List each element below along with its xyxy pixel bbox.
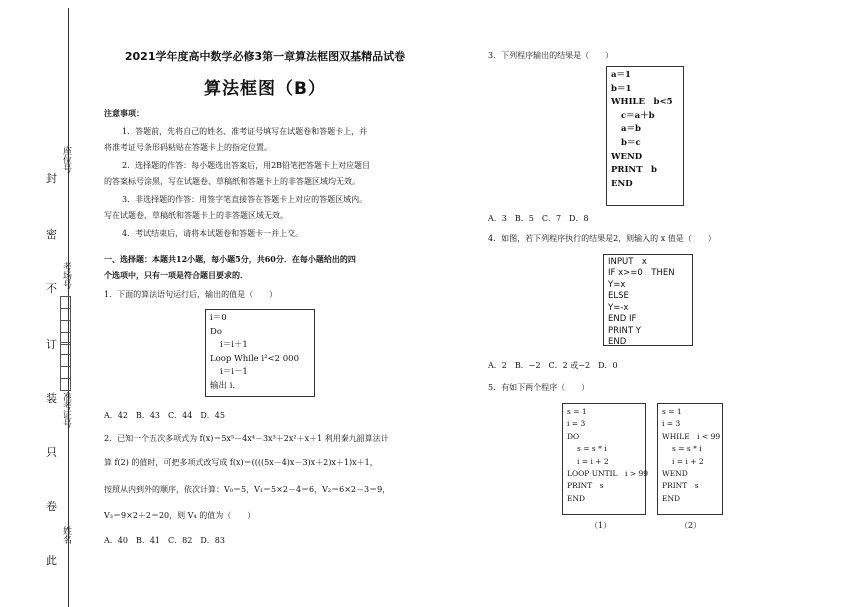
q1-options: A．42 B．43 C．44 D．45 [104,411,225,420]
q5-caption-2: （2） [680,521,702,530]
code-line: PRINT Y [608,325,641,336]
q2-line: 按照从内到外的顺序，依次计算：V₀＝5，V₁＝5×2－4＝6，V₂＝6×2－3＝9， [104,485,391,494]
code-line: i = 3 [662,419,681,429]
q2-line: 2．已知一个五次多项式为 f(x)＝5x⁵－4x⁴－3x³＋2x²＋x＋1 利用秦九韶算法计 [104,434,389,443]
code-line: s = s * i [672,444,702,454]
q2-line: 算 f(2) 的值时，可把多项式改写成 f(x)＝((((5x－4)x－3)x＋2)x＋1)x＋1， [104,458,378,467]
q4-stem: 4．如图，若下列程序执行的结果是2，则输入的 x 值是（ ） [488,234,716,243]
margin-char: 密 [46,228,57,241]
code-line: WHILE b<5 [611,97,673,108]
ticket-number-boxes [60,342,71,391]
exam-room-boxes [60,296,71,345]
code-line: Y=-x [608,302,629,313]
margin-char: 只 [46,446,57,459]
margin-char: 此 [46,554,57,567]
code-line: s = 1 [567,407,587,416]
code-line: END [662,493,681,503]
code-line: 输出 i. [210,380,236,391]
q5-stem: 5．有如下两个程序（ ） [488,383,590,392]
q1-stem: 1．下面的算法语句运行后，输出的值是（ ） [104,290,278,299]
code-line: i＝i＋1 [220,340,248,351]
code-line: ELSE [608,291,629,302]
q3-stem: 3．下列程序输出的结果是（ ） [488,51,614,60]
code-line: s = 1 [662,407,682,416]
code-line: PRINT s [567,481,604,491]
code-line: WEND [611,151,643,162]
code-line: b＝1 [611,83,632,94]
section-heading: 个选项中，只有一项是符合题目要求的． [104,270,248,280]
binding-margin [0,0,100,607]
code-line: i = 3 [567,419,586,429]
code-line: Loop While i²<2 000 [210,353,299,364]
code-line: WHILE i < 99 [662,431,721,441]
code-line: b＝c [621,137,641,148]
code-line: i＝0 [210,313,227,323]
code-line: PRINT b [611,165,657,176]
code-line: END [567,493,586,503]
note-line: 2．选择题的作答：每小题选出答案后，用2B铅笔把答题卡上对应题目 [122,161,371,170]
margin-char: 装 [46,392,57,405]
margin-char: 订 [46,338,57,351]
code-line: PRINT s [662,481,699,491]
exam-room-label: 考场号 [61,262,71,289]
code-line: Do [210,326,222,337]
q5-caption-1: （1） [590,521,612,530]
code-line: WEND [662,468,688,478]
code-line: IF x>=0 THEN [608,268,675,279]
notes-heading: 注意事项： [104,108,144,118]
note-line: 将准考证号条形码粘贴在答题卡上的指定位置。 [104,143,272,152]
q5-program1-box [562,403,649,515]
q4-code-box [603,254,693,346]
note-line: 3．非选择题的作答：用签字笔直接答在答题卡上对应的答题区域内。 [122,195,368,204]
code-line: a＝b [621,124,641,135]
q2-line: V₃＝9×2＋2＝20，则 V₄ 的值为（ ） [104,511,256,520]
note-line: 4．考试结束后，请将本试题卷和答题卡一并上交。 [122,229,304,238]
code-line: a＝1 [611,70,631,80]
ticket-number-label: 准考证号 [61,392,71,428]
section-heading: 一、选择题：本题共12小题，每小题5分，共60分．在每小题给出的四 [104,254,356,264]
name-label: 姓名 [61,526,71,544]
q3-options: A．3 B．5 C．7 D．8 [488,214,589,223]
code-line: s = s * i [577,444,607,454]
seat-number-label: 座位号 [61,146,71,173]
note-line: 写在试题卷、草稿纸和答题卡上的非答题区域无效。 [104,211,288,220]
code-line: INPUT x [608,257,647,267]
margin-char: 不 [46,282,57,295]
exam-title: 2021学年度高中数学必修3第一章算法框图双基精品试卷 [124,50,406,63]
exam-subtitle: 算法框图（B） [204,79,326,99]
code-line: i = i + 2 [577,456,609,466]
code-line: i = i + 2 [672,456,704,466]
code-line: DO [567,431,580,441]
code-line: i＝i－1 [220,367,248,378]
q1-code-box [205,309,315,397]
code-line: Y=x [608,279,626,290]
note-line: 1．答题前，先将自己的姓名、准考证号填写在试题卷和答题卡上，并 [122,127,368,136]
note-line: 的答案标号涂黑，写在试题卷、草稿纸和答题卡上的非答题区域均无效。 [104,177,360,186]
code-line: END IF [608,314,637,325]
q2-options: A．40 B．41 C．82 D．83 [104,536,225,545]
margin-char: 封 [46,172,57,185]
code-line: END [611,178,633,189]
q4-options: A．2 B．−2 C．2 或−2 D．0 [488,361,618,370]
q5-program2-box [657,403,723,515]
q3-code-box [606,66,684,206]
code-line: END [608,337,627,348]
margin-char: 卷 [46,500,57,513]
code-line: LOOP UNTIL i > 99 [567,468,649,478]
code-line: c＝a＋b [621,110,655,121]
